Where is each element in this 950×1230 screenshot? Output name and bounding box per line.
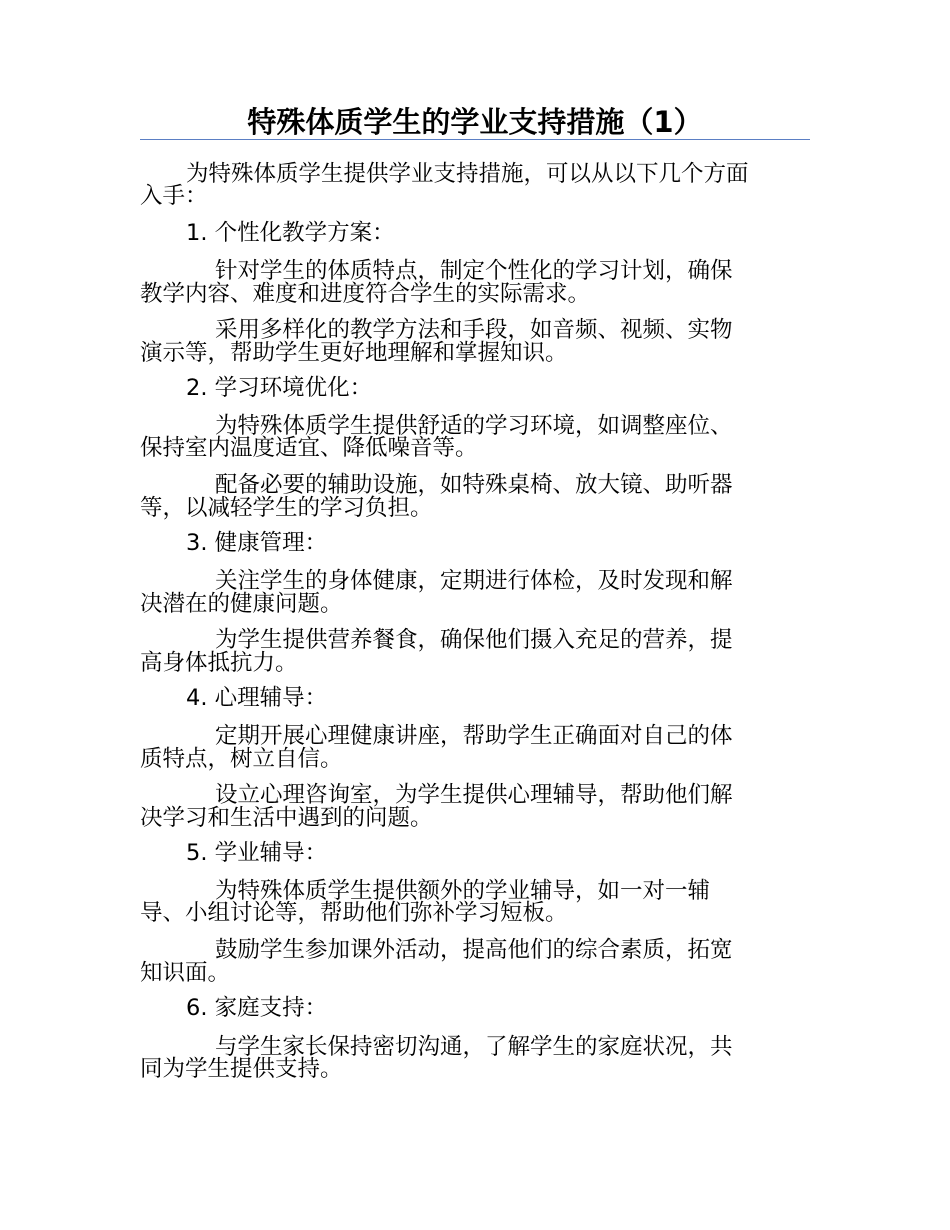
intro-line-2: 入手： — [140, 183, 208, 209]
page-title: 特殊体质学生的学业支持措施（1） — [247, 105, 703, 139]
section-heading-3: 3. 健康管理： — [186, 530, 328, 556]
title-underline — [140, 139, 810, 140]
section-5-item-1-line-1: 为特殊体质学生提供额外的学业辅导，如一对一辅 — [215, 878, 711, 904]
section-5-item-1-line-2: 导、小组讨论等，帮助他们弥补学习短板。 — [140, 900, 568, 926]
section-4-item-1-line-1: 定期开展心理健康讲座，帮助学生正确面对自己的体 — [215, 723, 733, 749]
section-6-item-1-line-2: 同为学生提供支持。 — [140, 1056, 343, 1082]
section-heading-6: 6. 家庭支持： — [186, 995, 328, 1021]
section-2-item-2-line-1: 配备必要的辅助设施，如特殊桌椅、放大镜、助听器 — [215, 472, 733, 498]
section-4-item-2-line-1: 设立心理咨询室，为学生提供心理辅导，帮助他们解 — [215, 782, 733, 808]
section-1-item-2-line-1: 采用多样化的教学方法和手段，如音频、视频、实物 — [215, 317, 733, 343]
section-3-item-1-line-1: 关注学生的身体健康，定期进行体检，及时发现和解 — [215, 568, 733, 594]
section-3-item-2-line-1: 为学生提供营养餐食，确保他们摄入充足的营养，提 — [215, 627, 733, 653]
section-1-item-2-line-2: 演示等，帮助学生更好地理解和掌握知识。 — [140, 340, 568, 366]
section-1-item-1-line-2: 教学内容、难度和进度符合学生的实际需求。 — [140, 281, 591, 307]
section-2-item-1-line-2: 保持室内温度适宜、降低噪音等。 — [140, 435, 478, 461]
section-3-item-2-line-2: 高身体抵抗力。 — [140, 650, 298, 676]
section-1-item-1-line-1: 针对学生的体质特点，制定个性化的学习计划，确保 — [215, 258, 733, 284]
section-3-item-1-line-2: 决潜在的健康问题。 — [140, 591, 343, 617]
section-6-item-1-line-1: 与学生家长保持密切沟通，了解学生的家庭状况，共 — [215, 1034, 733, 1060]
section-4-item-2-line-2: 决学习和生活中遇到的问题。 — [140, 805, 433, 831]
section-2-item-2-line-2: 等，以减轻学生的学习负担。 — [140, 495, 433, 521]
section-5-item-2-line-1: 鼓励学生参加课外活动，提高他们的综合素质，拓宽 — [215, 937, 733, 963]
section-4-item-1-line-2: 质特点，树立自信。 — [140, 746, 343, 772]
section-heading-4: 4. 心理辅导： — [186, 685, 328, 711]
intro-line-1: 为特殊体质学生提供学业支持措施，可以从以下几个方面 — [186, 161, 749, 187]
section-heading-5: 5. 学业辅导： — [186, 840, 328, 866]
section-2-item-1-line-1: 为特殊体质学生提供舒适的学习环境，如调整座位、 — [215, 413, 733, 439]
section-heading-1: 1. 个性化教学方案： — [186, 220, 395, 246]
section-5-item-2-line-2: 知识面。 — [140, 960, 231, 986]
section-heading-2: 2. 学习环境优化： — [186, 375, 373, 401]
